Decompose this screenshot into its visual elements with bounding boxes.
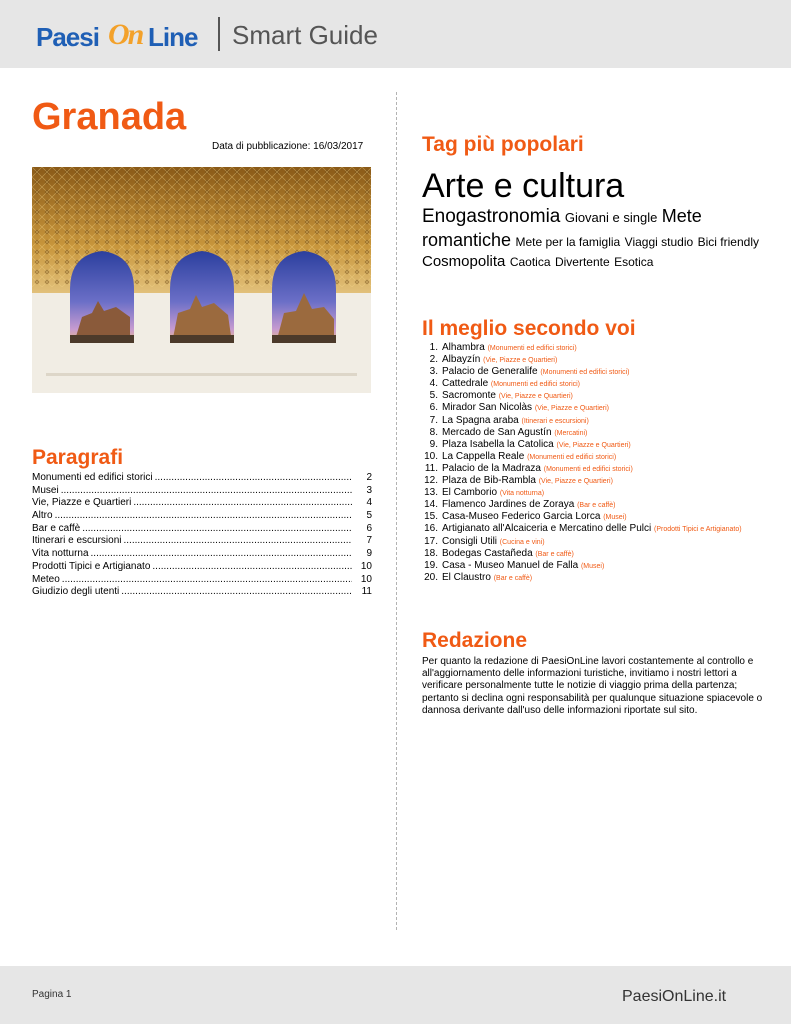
header-subtitle: Smart Guide — [232, 20, 378, 50]
item-number: 1. — [429, 342, 438, 353]
item-name: Palacio de la Madraza — [442, 462, 541, 474]
toc-label: Vie, Piazze e Quartieri — [32, 497, 132, 509]
toc-label: Prodotti Tipici e Artigianato — [32, 560, 151, 572]
column-divider — [396, 92, 397, 930]
item-category: (Vie, Piazze e Quartieri) — [498, 393, 573, 401]
item-name: Plaza de Bib-Rambla — [442, 475, 536, 487]
header-divider — [218, 17, 220, 51]
header-band — [0, 0, 791, 68]
item-category: (Cucina e vini) — [499, 538, 545, 546]
toc-row[interactable] — [32, 510, 374, 523]
item-category: (Vie, Piazze e Quartieri) — [534, 405, 610, 413]
item-category: (Prodotti Tipici e Artigianato) — [654, 526, 742, 534]
tags-heading: Tag più popolari — [422, 133, 584, 156]
paragrafi-heading: Paragrafi — [32, 446, 124, 469]
item-category: (Bar e caffè) — [493, 574, 533, 582]
item-number: 3. — [429, 366, 438, 378]
redazione-heading: Redazione — [422, 629, 528, 652]
page-number: Pagina 1 — [32, 989, 72, 1000]
toc-label: Bar e caffè — [32, 522, 81, 534]
list-item[interactable] — [422, 354, 782, 366]
best-heading: Il meglio secondo voi — [422, 317, 636, 340]
toc-leader — [62, 574, 352, 587]
list-item[interactable] — [422, 366, 782, 378]
granada-photo — [32, 167, 371, 393]
toc-page: 4 — [366, 497, 372, 509]
list-item[interactable] — [422, 378, 782, 390]
toc-leader — [155, 472, 352, 485]
toc-row[interactable] — [32, 535, 374, 548]
item-number: 17. — [424, 535, 438, 547]
toc-leader — [152, 561, 352, 574]
item-name: La Spagna araba — [442, 414, 519, 426]
toc-label: Altro — [32, 510, 53, 522]
item-category: (Monumenti ed edifici storici) — [490, 381, 581, 389]
tag-link[interactable]: Enogastronomia — [422, 206, 561, 227]
item-number: 12. — [424, 475, 438, 487]
item-name: Albayzín — [442, 354, 481, 366]
toc-label: Vita notturna — [32, 548, 89, 560]
toc-page: 6 — [366, 522, 372, 534]
list-item[interactable] — [422, 390, 782, 402]
toc-page: 7 — [366, 535, 372, 547]
page-title: Granada — [32, 96, 187, 138]
list-item[interactable] — [422, 451, 782, 463]
toc-label: Giudizio degli utenti — [32, 586, 120, 598]
tag-link[interactable]: Esotica — [614, 254, 654, 269]
logo-part-line: Line — [148, 22, 198, 52]
tag-cloud — [422, 167, 767, 272]
toc-label: Musei — [32, 484, 59, 496]
toc-label: Itinerari e escursioni — [32, 535, 122, 547]
table-of-contents — [32, 472, 374, 599]
tag-link[interactable]: Cosmopolita — [422, 252, 506, 270]
list-item[interactable] — [422, 463, 782, 475]
item-name: Palacio de Generalife — [442, 366, 538, 378]
list-item[interactable] — [422, 402, 782, 414]
item-name: Plaza Isabella la Catolica — [442, 438, 554, 450]
toc-page: 11 — [361, 586, 372, 598]
item-number: 10. — [424, 450, 438, 462]
item-number: 15. — [424, 511, 438, 523]
item-category: (Bar e caffè) — [577, 502, 616, 510]
item-name: El Claustro — [442, 571, 491, 583]
item-name: Artigianato all'Alcaiceria e Mercatino delle Pulci — [442, 523, 652, 535]
list-item[interactable] — [422, 499, 782, 511]
item-name: Bodegas Castañeda — [442, 547, 533, 559]
item-category: (Musei) — [603, 514, 627, 522]
item-number: 2. — [429, 354, 438, 366]
redazione-text: Per quanto la redazione di PaesiOnLine lavori costantemente al controllo e all'aggiornamento delle informazioni turistiche, invitiamo i nostri lettori a verificare personalmente tutte le notizie di viaggio prima della partenza; pertanto si declina ogni responsabilità per qualunque situazione spiacevole o dannosa derivante dall'uso delle informazioni riportate sul sito. — [422, 656, 763, 716]
toc-label: Monumenti ed edifici storici — [32, 472, 153, 483]
toc-row[interactable] — [32, 548, 374, 561]
list-item[interactable] — [422, 536, 782, 548]
tag-link[interactable]: Viaggi studio — [624, 234, 694, 249]
list-item[interactable] — [422, 475, 782, 487]
item-category: (Vita notturna) — [499, 490, 545, 498]
site-link[interactable]: PaesiOnLine.it — [622, 988, 727, 1005]
toc-row[interactable] — [32, 561, 374, 574]
list-item[interactable] — [422, 487, 782, 499]
item-category: (Vie, Piazze e Quartieri) — [556, 441, 631, 449]
item-category: (Monumenti ed edifici storici) — [543, 465, 633, 473]
toc-leader — [61, 485, 352, 498]
tag-link[interactable]: Mete per la famiglia — [515, 234, 621, 249]
list-item[interactable] — [422, 342, 782, 354]
toc-row[interactable] — [32, 472, 374, 485]
item-name: La Cappella Reale — [442, 450, 525, 462]
item-name: Alhambra — [442, 342, 485, 353]
item-category: (Itinerari e escursioni) — [521, 417, 589, 425]
list-item[interactable] — [422, 560, 782, 572]
item-number: 5. — [429, 390, 438, 402]
toc-row[interactable] — [32, 485, 374, 498]
item-number: 9. — [429, 438, 438, 450]
alhambra-arches-illustration — [32, 167, 371, 393]
tag-link[interactable]: Arte e cultura — [422, 167, 625, 205]
item-name: Consigli Utili — [442, 535, 498, 547]
toc-row[interactable] — [32, 574, 374, 587]
toc-leader — [91, 548, 352, 561]
toc-page: 5 — [366, 510, 372, 522]
item-number: 16. — [424, 523, 438, 535]
logo-part-on: On — [108, 18, 143, 51]
toc-row[interactable] — [32, 497, 374, 510]
best-list — [422, 342, 782, 584]
item-number: 8. — [429, 426, 438, 438]
toc-leader — [133, 497, 352, 510]
toc-leader — [82, 523, 352, 536]
item-number: 19. — [424, 559, 438, 571]
list-item[interactable] — [422, 572, 782, 584]
item-category: (Monumenti ed edifici storici) — [540, 369, 630, 377]
item-name: Cattedrale — [442, 378, 489, 390]
tag-link[interactable]: Bici friendly — [697, 234, 759, 249]
toc-leader — [55, 510, 352, 523]
item-number: 4. — [429, 378, 438, 390]
item-number: 14. — [424, 499, 438, 511]
item-category: (Monumenti ed edifici storici) — [487, 345, 577, 352]
toc-page: 9 — [366, 548, 372, 560]
item-category: (Bar e caffè) — [535, 550, 574, 558]
item-name: Casa - Museo Manuel de Falla — [442, 559, 579, 571]
publication-date: Data di pubblicazione: 16/03/2017 — [212, 141, 364, 152]
item-category: (Vie, Piazze e Quartieri) — [538, 478, 613, 486]
toc-row[interactable] — [32, 586, 374, 599]
item-category: (Monumenti ed edifici storici) — [527, 453, 617, 461]
list-item[interactable] — [422, 523, 782, 535]
item-name: Casa-Museo Federico Garcia Lorca — [442, 511, 601, 523]
tag-link[interactable]: Giovani e single — [564, 210, 658, 225]
item-name: Sacromonte — [442, 390, 496, 402]
item-number: 20. — [424, 571, 438, 583]
item-category: (Musei) — [580, 562, 605, 570]
list-item[interactable] — [422, 415, 782, 427]
toc-page: 2 — [366, 472, 372, 483]
item-name: Mirador San Nicolàs — [442, 402, 533, 414]
logo-part-paesi: Paesi — [36, 22, 99, 52]
tag-link[interactable]: Divertente — [554, 254, 610, 269]
toc-page: 10 — [360, 573, 372, 585]
item-category: (Vie, Piazze e Quartieri) — [483, 357, 558, 365]
item-number: 7. — [429, 414, 438, 426]
toc-leader — [123, 535, 352, 548]
item-name: El Camborio — [442, 487, 498, 499]
toc-leader — [121, 586, 352, 599]
tag-link[interactable]: Caotica — [509, 254, 551, 269]
item-name: Mercado de San Agustín — [442, 426, 552, 438]
footer-band — [0, 966, 791, 1024]
item-number: 6. — [429, 402, 438, 414]
item-number: 18. — [424, 547, 438, 559]
list-item[interactable] — [422, 548, 782, 560]
tag-link[interactable]: Mete romantiche — [422, 206, 702, 250]
list-item[interactable] — [422, 511, 782, 523]
item-category: (Mercatini) — [554, 429, 588, 437]
item-number: 11. — [424, 462, 438, 474]
toc-page: 10 — [360, 560, 372, 572]
toc-page: 3 — [366, 484, 372, 496]
item-number: 13. — [424, 487, 438, 499]
list-item[interactable] — [422, 439, 782, 451]
item-name: Flamenco Jardines de Zoraya — [442, 499, 575, 511]
list-item[interactable] — [422, 427, 782, 439]
toc-label: Meteo — [32, 573, 60, 585]
toc-row[interactable] — [32, 523, 374, 536]
